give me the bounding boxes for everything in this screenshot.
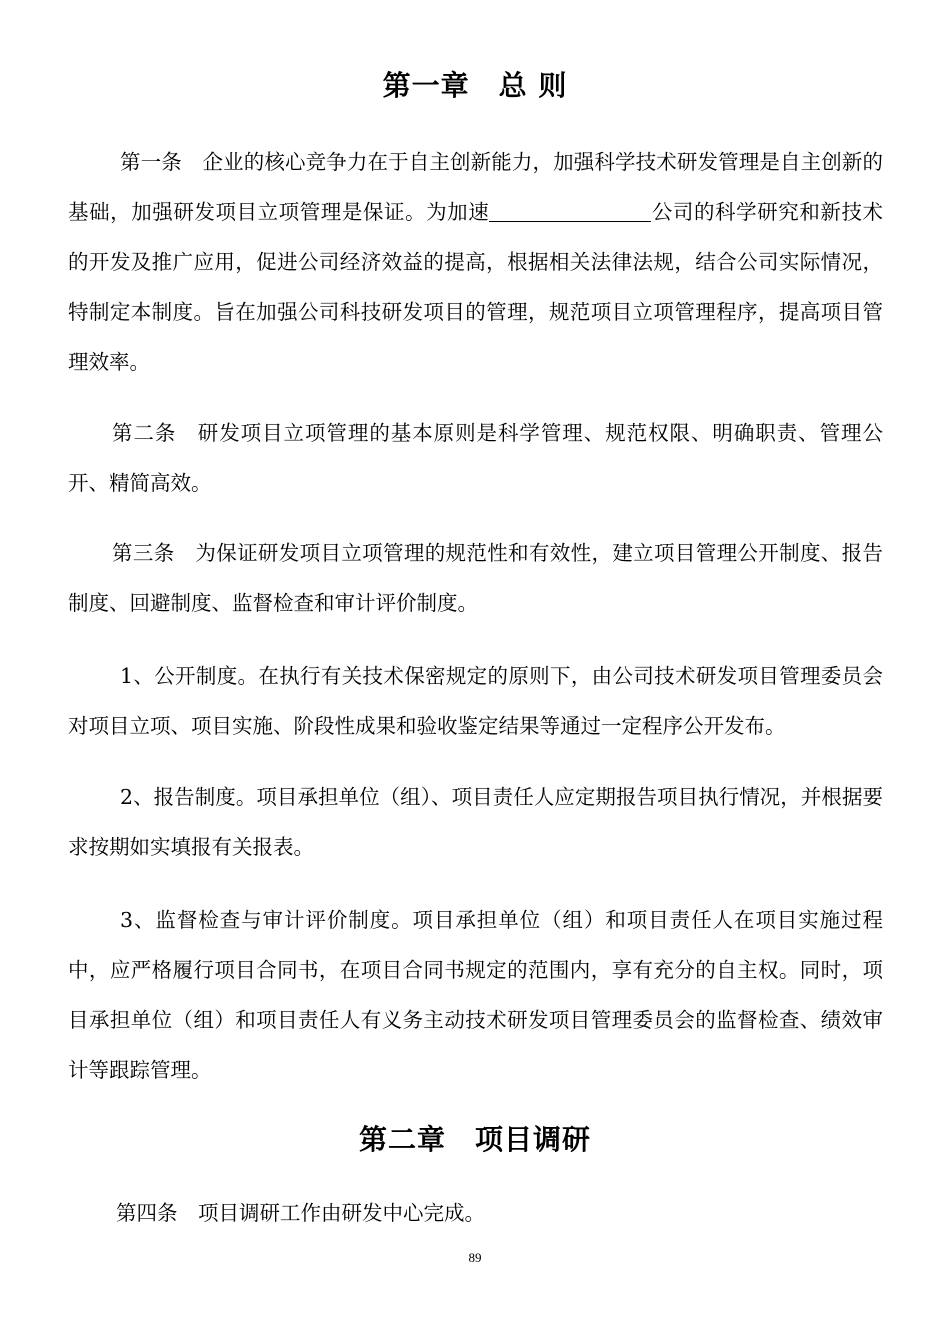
article-4: 第四条 项目调研工作由研发中心完成。: [116, 1201, 485, 1225]
article-3-item-3: 3、监督检查与审计评价制度。项目承担单位（组）和项目责任人在项目实施过程中，应严格履行项目合同书，在项目合同书规定的范围内，享有充分的自主权。同时，项目承担单位（组）和项目责任人有义务主动技术研发项目管理委员会的监督检查、绩效审计等跟踪管理。: [68, 908, 883, 1082]
article-2: 第二条 研发项目立项管理的基本原则是科学管理、规范权限、明确职责、管理公开、精简高效。: [68, 421, 883, 495]
article-3-item-2: 2、报告制度。项目承担单位（组）、项目责任人应定期报告项目执行情况，并根据要求按期如实填报有关报表。: [68, 785, 883, 859]
chapter-1-heading: 第一章 总 则: [382, 69, 568, 102]
article-1: [68, 137, 883, 387]
article-3-item-1: 1、公开制度。在执行有关技术保密规定的原则下，由公司技术研发项目管理委员会对项目立项、项目实施、阶段性成果和验收鉴定结果等通过一定程序公开发布。: [68, 664, 883, 738]
article-1-text-part-1: 第一条 企业的核心竞争力在于自主创新能力，加强科学技术研发管理是自主创新的基础，加强研发项目立项管理是保证。为加速: [68, 150, 883, 224]
article-1-text-part-2: 公司的科学研究和新技术的开发及推广应用，促进公司经济效益的提高，根据相关法律法规，结合公司实际情况，特制定本制度。旨在加强公司科技研发项目的管理，规范项目立项管理程序，提高项目管理效率。: [68, 200, 884, 374]
article-3: 第三条 为保证研发项目立项管理的规范性和有效性，建立项目管理公开制度、报告制度、回避制度、监督检查和审计评价制度。: [68, 541, 883, 615]
chapter-2-heading: 第二章 项目调研: [358, 1123, 591, 1156]
page-number: 89: [468, 1250, 482, 1265]
company-name-blank: [489, 201, 651, 223]
